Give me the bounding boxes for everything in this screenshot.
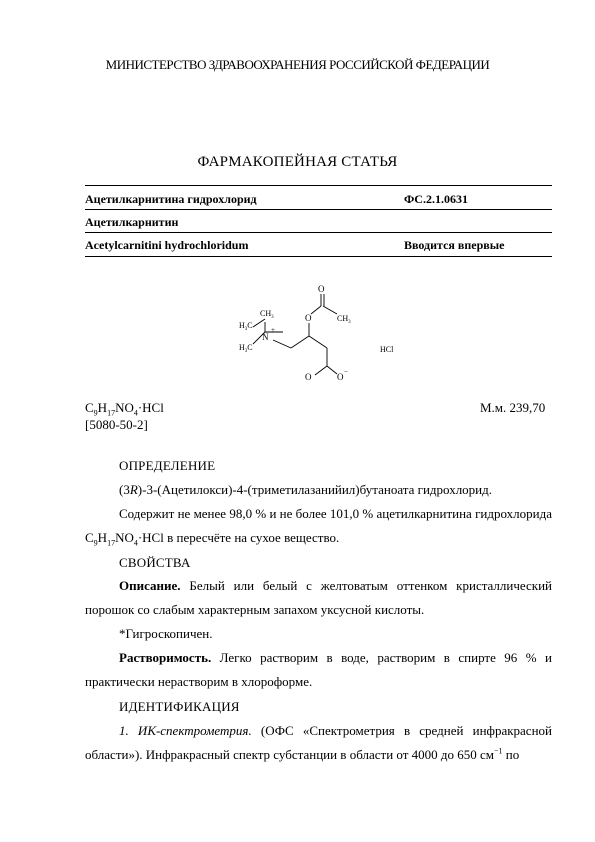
structural-formula [225, 276, 425, 386]
definition-body [85, 478, 552, 550]
hcl-label: HCl [380, 345, 394, 354]
header-bottom-rule [85, 256, 552, 257]
ministry-title: МИНИСТЕРСТВО ЗДРАВООХРАНЕНИЯ РОССИЙСКОЙ ФЕДЕРАЦИИ [105, 57, 490, 72]
properties-body [85, 574, 552, 694]
introduction-status: Вводится впервые [404, 238, 505, 252]
nitrogen-charge: + [271, 326, 275, 334]
section-heading-definition: ОПРЕДЕЛЕНИЕ [119, 458, 216, 473]
content-statement: Содержит не менее 98,0 % и не более 101,0 % ацетилкарнитина гидрохлорида $C_9H_{17}NO_4\cdot HCl$ в пересчёте на сухое вещество. [85, 506, 552, 548]
substance-synonym: Ацетилкарнитин [85, 215, 179, 229]
substance-name-ru: Ацетилкарнитина гидрохлорид [85, 192, 257, 206]
solubility-paragraph: Растворимость. Легко растворим в воде, растворим в спирте 96 % и практически нерастворим в хлороформе. [85, 650, 552, 689]
molecular-weight: М.м. 239,70 [480, 400, 546, 415]
identification-body [85, 719, 552, 767]
ester-oxygen-label: O [305, 313, 312, 323]
nitrogen-label: N [262, 332, 269, 342]
carboxylate-oxygen-label: O [337, 372, 344, 382]
ir-spectrometry-paragraph: 1. ИК-спектрометрия. (ОФС «Спектрометрия в средней инфракрасной области»). Инфракрасный спектр субстанции в области от 4000 до 650 $см^{-1}$ по [85, 723, 552, 762]
article-code: ФС.2.1.0631 [404, 192, 468, 206]
article-title: ФАРМАКОПЕЙНАЯ СТАТЬЯ [197, 154, 398, 170]
cas-number: [5080-50-2] [85, 417, 148, 432]
molecular-formula: $C_9H_{17}NO_4\cdot HCl$ [85, 400, 164, 418]
methyl-bottom-label: $H_3C$ [239, 343, 253, 354]
section-heading-properties: СВОЙСТВА [119, 555, 191, 570]
hygroscopic-note: *Гигроскопичен. [119, 626, 213, 641]
carboxylate-charge: − [344, 368, 348, 376]
section-heading-identification: ИДЕНТИФИКАЦИЯ [119, 699, 240, 714]
description-paragraph: Описание. Белый или белый с желтоватым оттенком кристаллический порошок со слабым характерным запахом уксусной кислоты. [85, 578, 552, 617]
header-rule-3 [85, 232, 552, 233]
carboxyl-oxygen-label: O [305, 372, 312, 382]
methyl-left-label: $H_3C$ [239, 321, 253, 332]
acetyl-methyl-label: $CH_3$ [337, 314, 351, 325]
header-top-rule [85, 185, 552, 186]
substance-name-latin: Acetylcarnitini hydrochloridum [85, 238, 249, 252]
carbonyl-oxygen-label: O [318, 284, 325, 294]
header-rule-2 [85, 209, 552, 210]
iupac-name: (3R)-3-(Ацетилокси)-4-(триметилазанийил)бутаноата гидрохлорид. [119, 482, 492, 497]
methyl-top-label: $CH_3$ [260, 309, 274, 320]
